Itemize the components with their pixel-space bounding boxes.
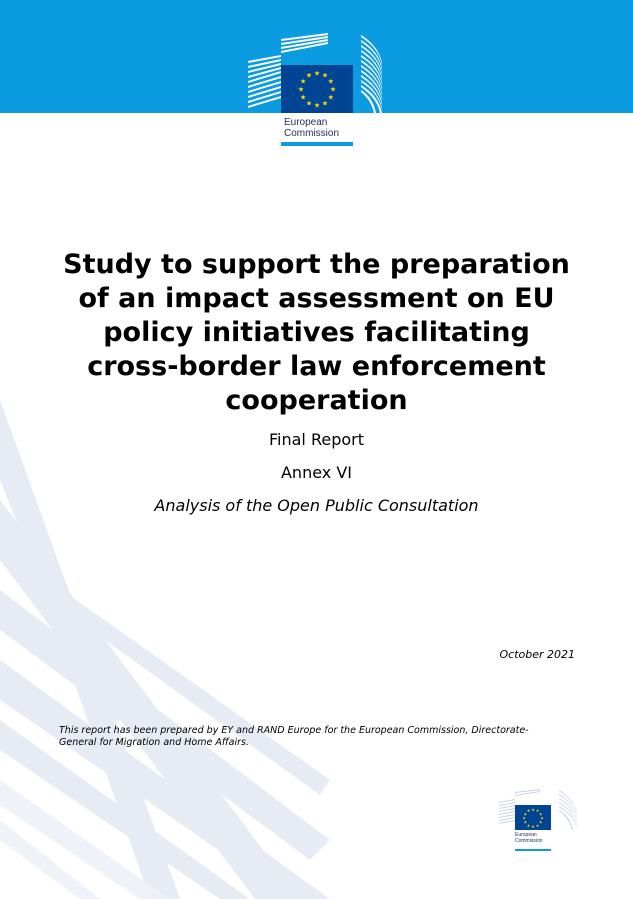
document-title bbox=[30, 248, 603, 418]
svg-text:★: ★ bbox=[522, 815, 526, 821]
svg-text:★: ★ bbox=[523, 811, 528, 817]
title-block bbox=[30, 248, 603, 516]
svg-text:★: ★ bbox=[305, 71, 313, 80]
svg-text:★: ★ bbox=[305, 99, 313, 108]
svg-text:★: ★ bbox=[538, 811, 543, 817]
european-commission-logo bbox=[246, 33, 386, 146]
svg-text:★: ★ bbox=[297, 85, 305, 94]
svg-text:★: ★ bbox=[300, 93, 307, 102]
document-subtitle: Analysis of the Open Public Consultation bbox=[154, 496, 479, 515]
svg-text:★: ★ bbox=[526, 808, 531, 814]
annex-label: Annex VI bbox=[280, 463, 352, 482]
svg-text:★: ★ bbox=[523, 819, 528, 825]
svg-text:★: ★ bbox=[535, 808, 540, 814]
title-line: cooperation bbox=[225, 385, 408, 416]
small-commission-logo bbox=[497, 788, 581, 852]
svg-text:★: ★ bbox=[321, 99, 329, 108]
small-logo-org-line2: Commission bbox=[515, 838, 543, 844]
svg-text:★: ★ bbox=[327, 93, 334, 102]
svg-text:★: ★ bbox=[300, 77, 307, 86]
svg-text:★: ★ bbox=[538, 819, 543, 825]
svg-text:★: ★ bbox=[327, 77, 334, 86]
report-type: Final Report bbox=[269, 430, 364, 449]
title-line: policy initiatives facilitating bbox=[103, 317, 530, 348]
svg-text:★: ★ bbox=[535, 822, 540, 828]
svg-text:★: ★ bbox=[526, 822, 531, 828]
svg-text:★: ★ bbox=[313, 69, 321, 78]
publication-date: October 2021 bbox=[499, 648, 575, 661]
logo-org-line2: Commission bbox=[284, 128, 340, 139]
svg-text:★: ★ bbox=[321, 71, 329, 80]
svg-text:★: ★ bbox=[540, 815, 544, 821]
svg-text:★: ★ bbox=[313, 101, 321, 110]
small-logo-org-line1: European bbox=[515, 832, 537, 838]
title-line: Study to support the preparation bbox=[63, 249, 570, 280]
svg-text:★: ★ bbox=[531, 824, 535, 829]
title-line: of an impact assessment on EU bbox=[78, 283, 555, 314]
disclaimer-text: This report has been prepared by EY and RAND Europe for the European Commission, Directorate-General for Migration and Home Affairs. bbox=[59, 725, 529, 748]
svg-text:★: ★ bbox=[329, 85, 337, 94]
svg-text:★: ★ bbox=[531, 807, 535, 812]
logo-org-line1: European bbox=[284, 117, 328, 128]
title-line: cross-border law enforcement bbox=[87, 351, 546, 382]
